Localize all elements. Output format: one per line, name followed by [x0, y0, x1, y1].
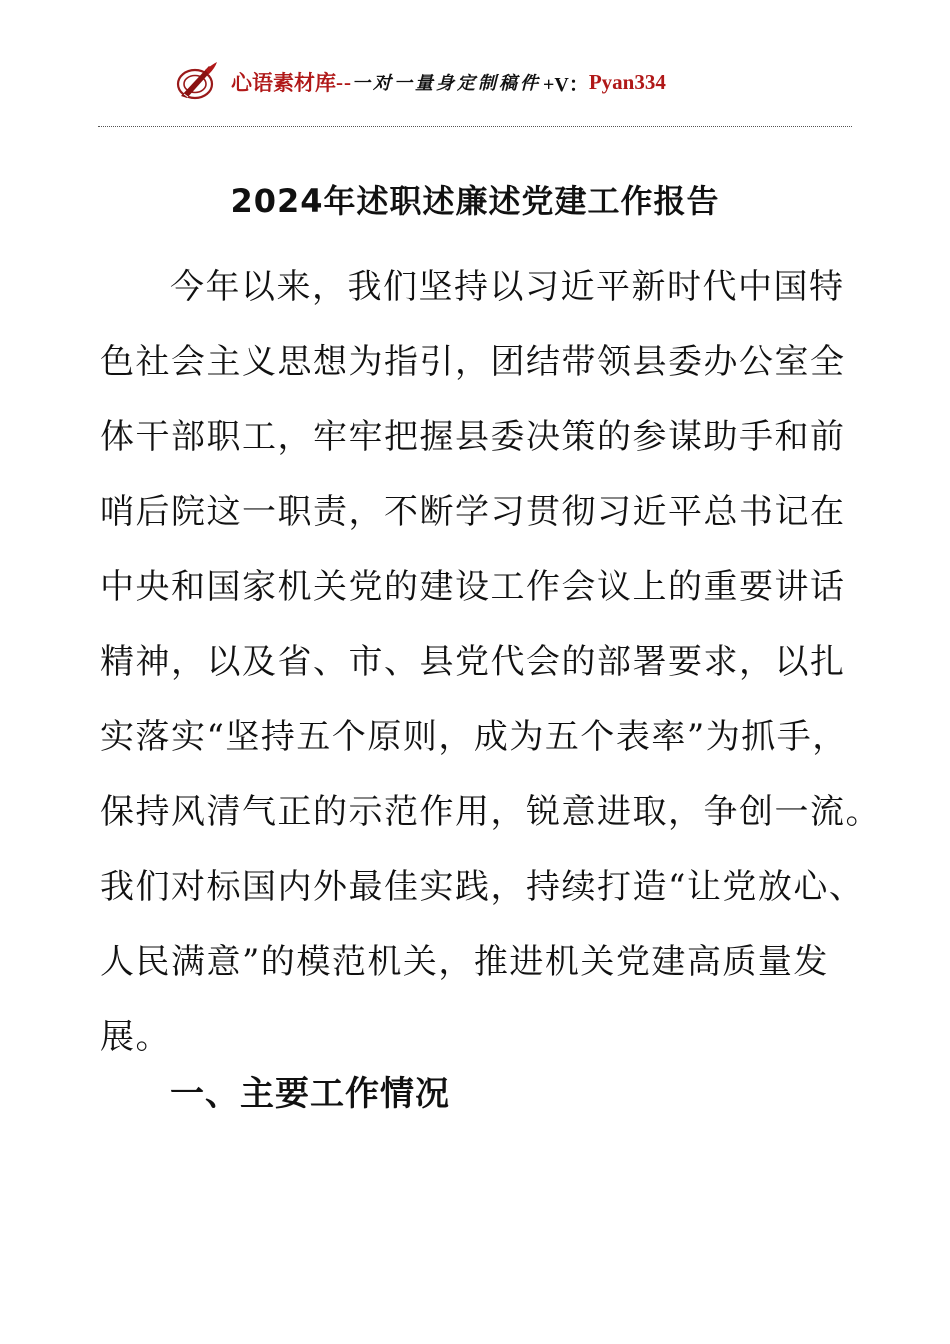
body-paragraph [100, 250, 881, 1075]
document-title: 2024年述职述廉述党建工作报告 [230, 182, 720, 220]
quill-pen-logo-icon [175, 60, 219, 104]
paragraph-line: 今年以来，我们坚持以习近平新时代中国特 [170, 267, 845, 307]
paragraph-line: 体干部职工，牢牢把握县委决策的参谋助手和前 [100, 417, 846, 457]
page-header [175, 60, 666, 104]
header-divider [98, 126, 852, 127]
paragraph-line: 色社会主义思想为指引，团结带领县委办公室全 [100, 342, 846, 382]
paragraph-line: 我们对标国内外最佳实践，持续打造“让党放心、 [100, 867, 865, 907]
contact-label: +V： [543, 73, 589, 96]
brand-name: 心语素材库 [231, 71, 336, 95]
paragraph-line: 人民满意”的模范机关，推进机关党建高质量发 [100, 942, 829, 982]
paragraph-line: 中央和国家机关党的建设工作会议上的重要讲话 [100, 567, 846, 607]
brand-separator: -- [336, 69, 352, 94]
paragraph-line: 实落实“坚持五个原则，成为五个表率”为抓手， [100, 717, 848, 757]
brand-tagline: 一对一量身定制稿件 [352, 73, 541, 94]
paragraph-line: 哨后院这一职责，不断学习贯彻习近平总书记在 [100, 492, 846, 532]
paragraph-line: 展。 [100, 1017, 171, 1057]
paragraph-line: 保持风清气正的示范作用，锐意进取，争创一流。 [100, 792, 881, 832]
section-heading: 一、主要工作情况 [170, 1074, 450, 1114]
paragraph-line: 精神，以及省、市、县党代会的部署要求，以扎 [100, 642, 846, 682]
contact-id: Pyan334 [588, 69, 666, 94]
